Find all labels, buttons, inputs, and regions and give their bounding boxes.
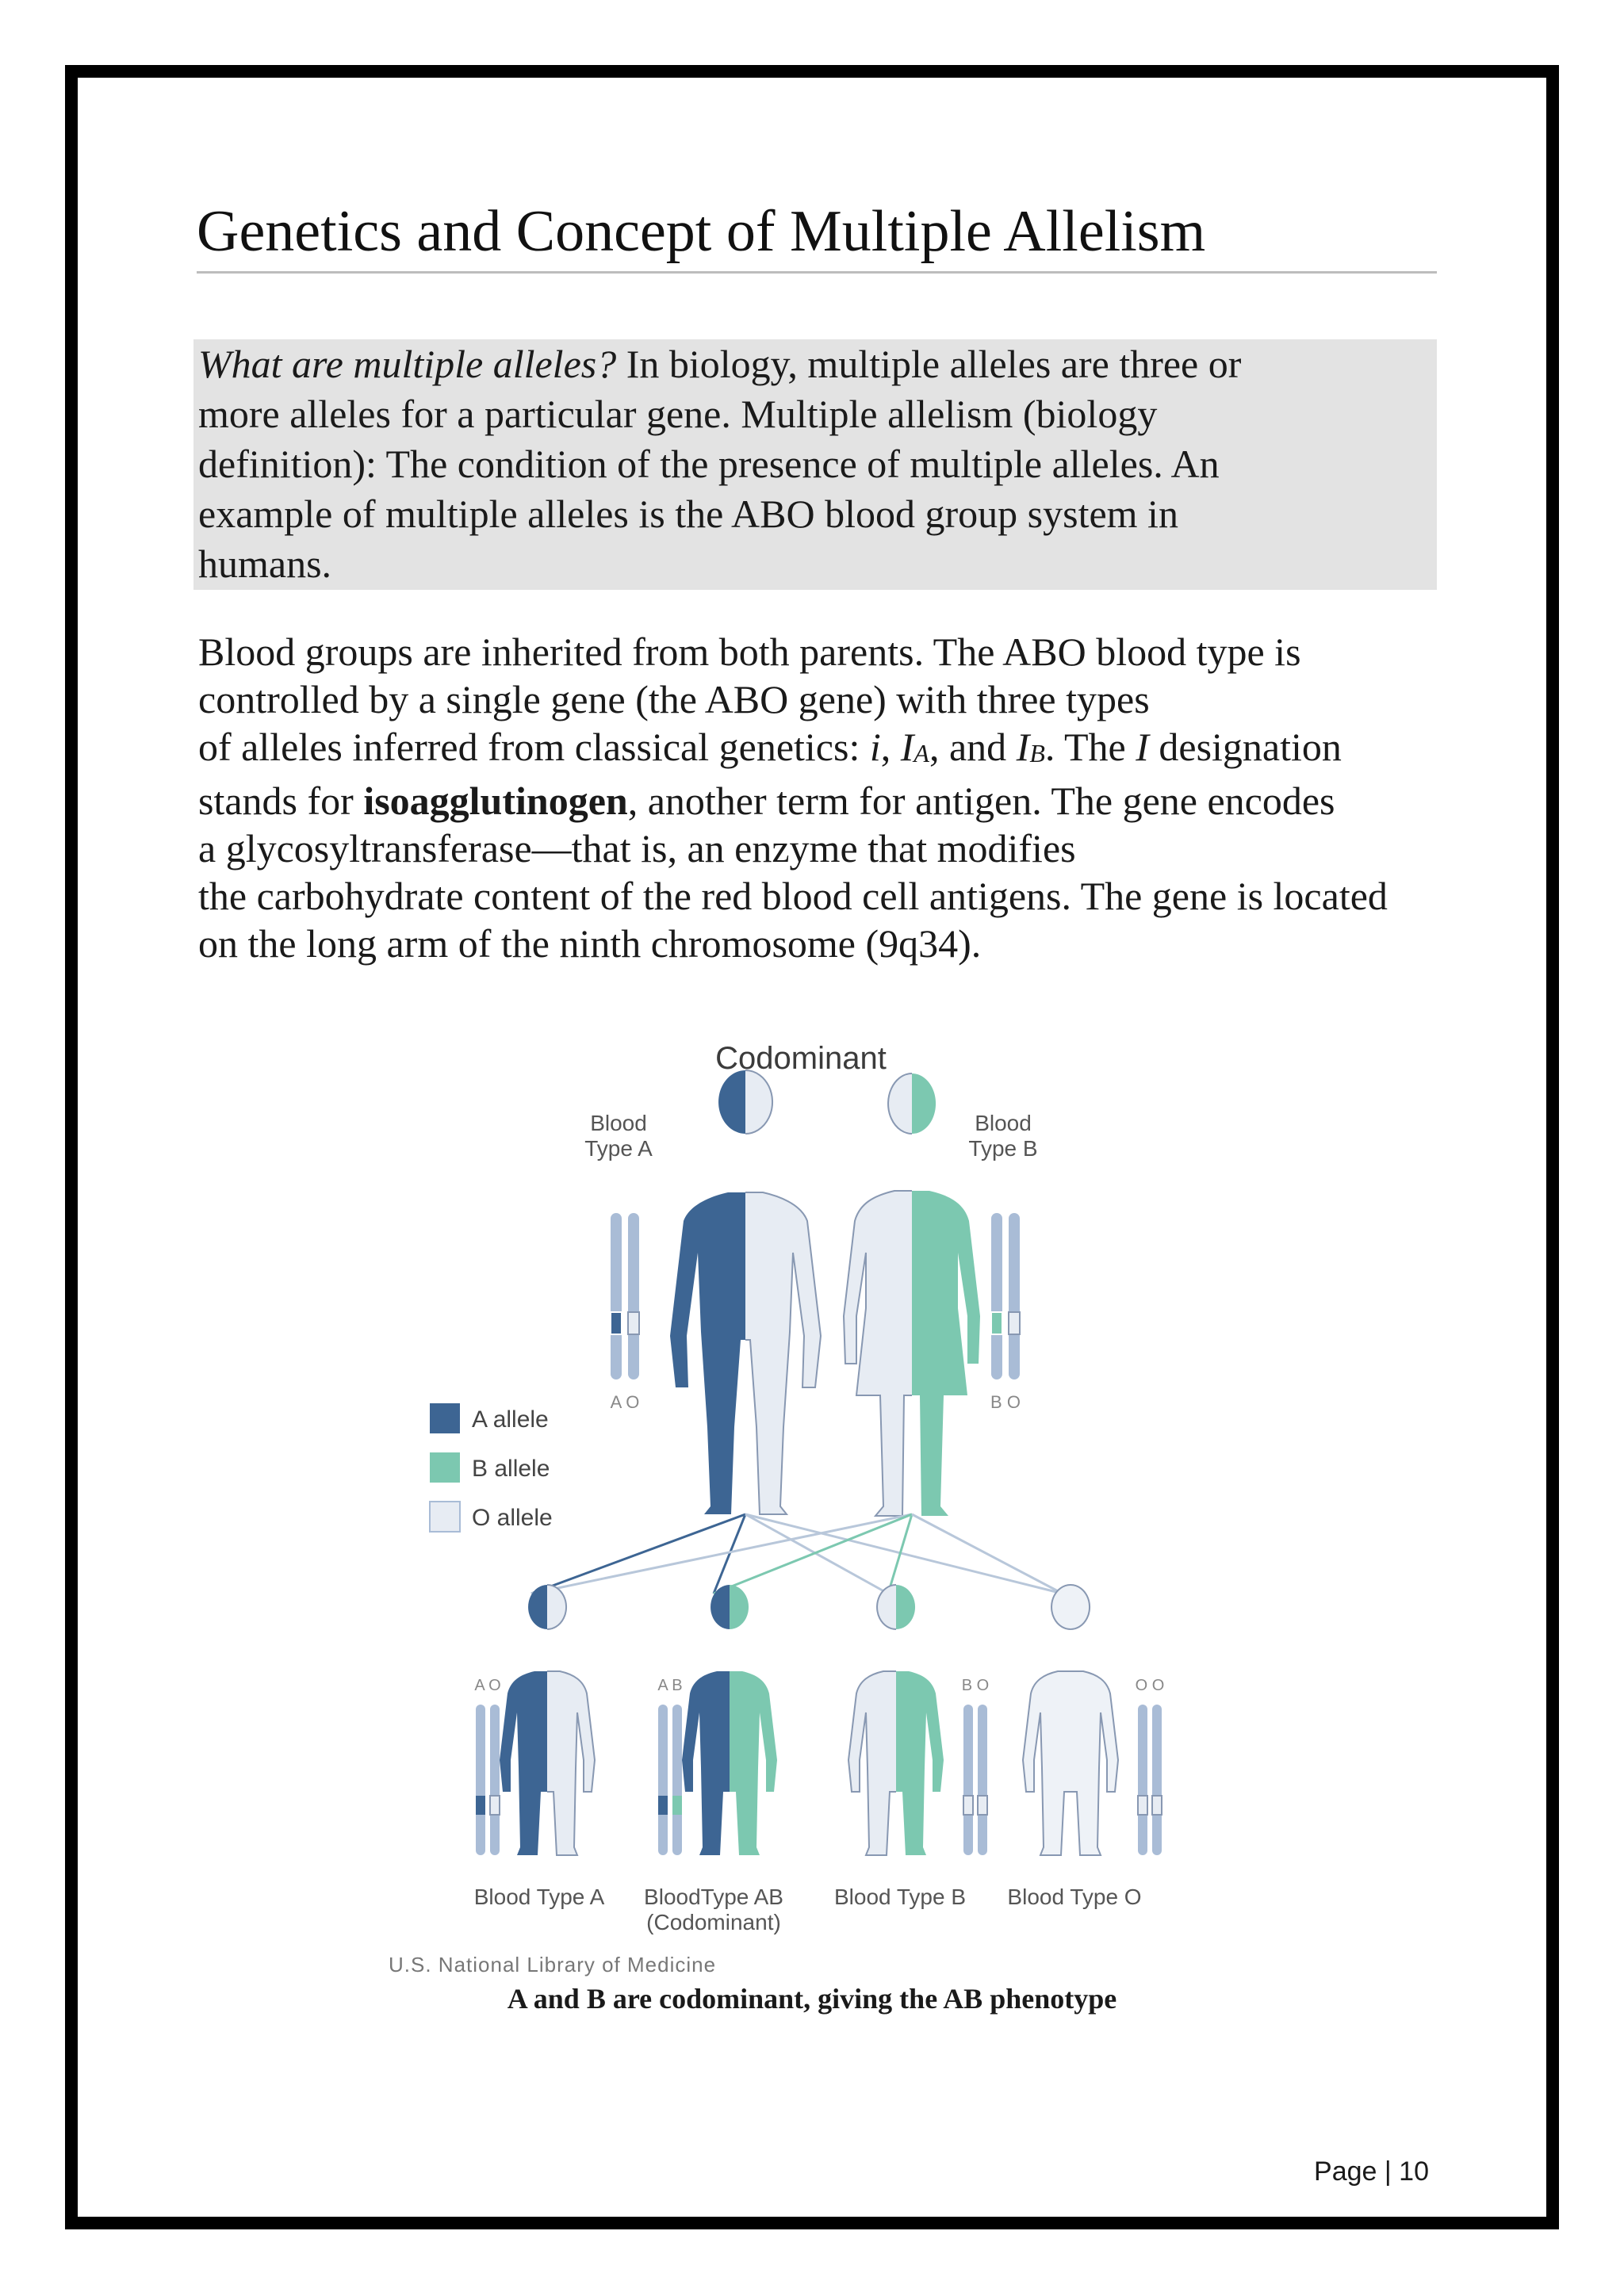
legend-b: B allele [472, 1456, 550, 1482]
body-line-4 [198, 777, 1451, 825]
callout-line-2: more alleles for a particular gene. Multiple allelism (biology [198, 392, 1158, 436]
page-number: Page | 10 [1314, 2156, 1429, 2187]
text-run: designation [1148, 725, 1342, 769]
parent-a-label-2: Type A [584, 1136, 653, 1161]
codominance-diagram [389, 1023, 1213, 1982]
callout-line-1 [198, 339, 1437, 389]
designation-i: I [1136, 725, 1149, 769]
body-line-3 [198, 723, 1451, 777]
image-credit: U.S. National Library of Medicine [389, 1953, 717, 1976]
allele-ia-sub: A [914, 739, 929, 767]
text-run: stands for [198, 779, 364, 823]
allele-i: i [869, 725, 881, 769]
child-alleles: B O [961, 1677, 990, 1694]
inheritance-lines [531, 1514, 1063, 1594]
body-line-5: a glycosyltransferase—that is, an enzyme that modifies [198, 826, 1076, 871]
child-type-ab [644, 1585, 783, 1934]
child-label-2: (Codominant) [646, 1910, 781, 1934]
term-isoagglutinogen: isoagglutinogen [363, 779, 628, 823]
callout-line-3: definition): The condition of the presence of multiple alleles. An [198, 442, 1220, 486]
page-title: Genetics and Concept of Multiple Allelism [197, 199, 1206, 264]
text-run: , another term for antigen. The gene encodes [627, 779, 1335, 823]
child-type-o [1007, 1585, 1164, 1909]
parent-a-figure [670, 1070, 821, 1514]
text-run: , [880, 725, 901, 769]
child-alleles: A O [474, 1677, 501, 1694]
callout-lead-text: In biology, multiple alleles are three or [616, 342, 1242, 386]
callout-line-4: example of multiple alleles is the ABO blood group system in [198, 492, 1178, 536]
allele-ib: I [1016, 725, 1030, 769]
parent-a-label-1: Blood [590, 1111, 647, 1135]
child-label: Blood Type B [833, 1885, 967, 1909]
body-line-2: controlled by a single gene (the ABO gene) with three types [198, 677, 1150, 721]
parent-b-label-1: Blood [975, 1111, 1032, 1135]
parent-b-figure [844, 1073, 980, 1516]
body-paragraph [198, 628, 1451, 967]
allele-ib-sub: B [1029, 739, 1045, 767]
callout-lead: What are multiple alleles? [198, 342, 617, 386]
title-rule [197, 271, 1437, 274]
parent-b-label-2: Type B [968, 1136, 1038, 1161]
child-type-a [474, 1585, 605, 1909]
parent-a-chromosomes [611, 1213, 640, 1412]
allele-legend [430, 1403, 553, 1532]
parent-b-chromosomes [990, 1213, 1021, 1412]
body-line-7: on the long arm of the ninth chromosome (9q34). [198, 921, 982, 966]
legend-a: A allele [472, 1406, 549, 1433]
child-alleles: A B [657, 1677, 683, 1694]
body-line-1: Blood groups are inherited from both parents. The ABO blood type is [198, 629, 1301, 674]
text-run: , and [929, 725, 1017, 769]
child-type-b [834, 1585, 989, 1909]
child-label: BloodType AB [644, 1885, 783, 1909]
child-alleles: O O [1135, 1677, 1165, 1694]
child-label: Blood Type A [473, 1885, 605, 1909]
figure-caption: A and B are codominant, giving the AB phenotype [507, 1983, 1117, 2015]
allele-ia: I [900, 725, 914, 769]
parent-b-alleles: B O [990, 1392, 1021, 1412]
text-run: of alleles inferred from classical genetics: [198, 725, 870, 769]
text-run: . The [1044, 725, 1136, 769]
diagram-title: Codominant [715, 1041, 887, 1076]
legend-o: O allele [472, 1505, 553, 1531]
body-line-6: the carbohydrate content of the red blood cell antigens. The gene is located [198, 874, 1388, 918]
child-label: Blood Type O [1007, 1885, 1142, 1909]
parent-a-alleles: A O [610, 1392, 640, 1412]
definition-callout [193, 339, 1437, 590]
callout-line-5: humans. [198, 541, 332, 586]
